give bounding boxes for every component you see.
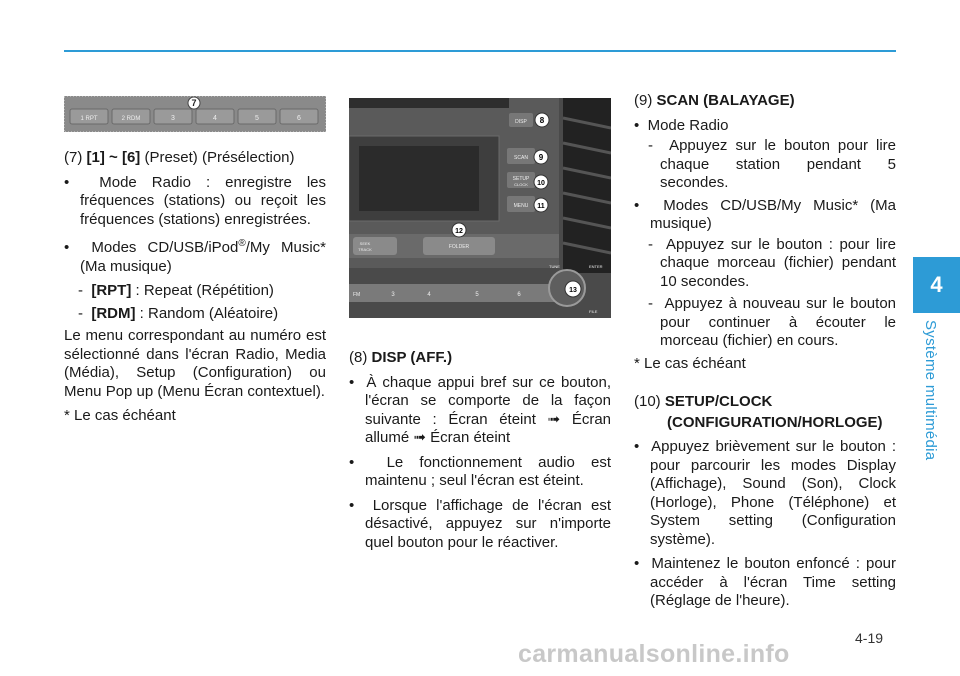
vent-grille <box>563 98 611 273</box>
section-8-number: (8) <box>349 349 368 366</box>
reactivate-text: Lorsque l'affichage de l'écran est désactivé, appuyez sur n'importe quel bouton pour le réactiver. <box>365 496 612 551</box>
head-unit-figure <box>349 98 611 318</box>
disp-cycle-text-b: Écran allumé <box>365 410 612 446</box>
setup-button-label: SETUP <box>512 176 530 182</box>
section-9-number: (9) <box>634 92 653 109</box>
column-preset <box>64 149 326 432</box>
section-7-desc: (Preset) (Présélection) <box>144 149 295 166</box>
header-rule <box>64 50 896 52</box>
sub-rdm: - [RDM] : Random (Aléatoire) <box>78 304 279 322</box>
column-disp <box>349 349 611 558</box>
rdm-text: : Random (Aléatoire) <box>135 304 279 322</box>
sub-scan-radio: - Appuyez sur le bouton pour lire chaque station pendant 5 secondes. <box>648 137 896 191</box>
arrow-icon: ➟ <box>413 429 426 446</box>
head-preset-4: 4 <box>427 292 431 298</box>
fm-label: FM <box>353 292 361 298</box>
scan-media-sub1-text: Appuyez sur le bouton : pour lire chaque morceau (fichier) pendant 10 secondes. <box>660 235 896 290</box>
setup-long-text: Maintenez le bouton enfoncé : pour accéder à l'écran Time setting (Réglage de l'heure). <box>650 555 896 609</box>
head-preset-5: 5 <box>475 292 479 298</box>
section-9-key: SCAN (BALAYAGE) <box>656 92 795 109</box>
rpt-key: [RPT] <box>91 282 132 299</box>
section-10-key: SETUP/CLOCK <box>664 393 773 410</box>
arrow-icon: ➟ <box>547 410 561 428</box>
sub-rpt: - [RPT] : Repeat (Répétition) <box>78 282 274 299</box>
bullet-disp-cycle: • À chaque appui bref sur ce bouton, l'écran se comporte de la façon suivante : Écran éteint ➟ Écran allumé ➟ Écran éteint <box>349 373 612 446</box>
rdm-key: [RDM] <box>91 304 136 322</box>
setup-short-text: Appuyez brièvement sur le bouton : pour parcourir les modes Display (Affichage), Sound (Son), Clock (Horloge), Phone (Téléphone) et System setting (Configuration système). <box>650 438 896 548</box>
section-8-heading <box>349 349 611 368</box>
disp-cycle-text-c: Écran éteint <box>430 429 511 446</box>
bullet-media-modes: • Modes CD/USB/iPod®/My Music* (Ma musique) <box>64 238 326 275</box>
media-modes-text-b: /My Music* (Ma musique) <box>80 239 326 275</box>
callout-13: 13 <box>569 287 577 294</box>
section-10-number: (10) <box>634 393 661 410</box>
bullet-radio-text: Mode Radio : enregistre les fréquences (stations) ou reçoit les fréquences (stations) enregistrées. <box>80 173 326 228</box>
scan-radio-text: Mode Radio <box>647 116 729 134</box>
folder-label: FOLDER <box>448 244 470 250</box>
file-label: FILE <box>589 309 598 314</box>
registered-mark: ® <box>238 238 246 249</box>
section-10-heading <box>634 393 896 412</box>
section-7-key: [1] ~ [6] <box>86 149 141 166</box>
scan-radio-sub-text: Appuyez sur le bouton pour lire chaque station pendant 5 secondes. <box>660 137 896 191</box>
tune-label: TUNE <box>549 264 560 269</box>
page-number: 4-19 <box>855 630 884 646</box>
preset-5-label: 5 <box>255 115 259 122</box>
menu-button-label: MENU <box>513 203 529 209</box>
head-preset-6: 6 <box>517 292 521 298</box>
media-modes-text-a: Modes CD/USB/iPod <box>91 239 239 256</box>
clock-button-label: CLOCK <box>514 182 528 187</box>
bullet-audio-maintained: • Le fonctionnement audio est maintenu ; seul l'écran est éteint. <box>349 453 611 489</box>
section-9-note: * Le cas échéant <box>634 354 746 372</box>
track-label: TRACK <box>358 247 372 252</box>
chapter-title: Système multimédia <box>922 320 939 461</box>
preset-6-label: 6 <box>297 115 301 122</box>
section-7-paragraph: Le menu correspondant au numéro est sélectionné dans l'écran Radio, Media (Média), Setup (Configuration) ou Menu Pop up (Menu Écran contextuel). <box>64 327 326 400</box>
section-10-subheading <box>634 414 896 433</box>
disp-button-label: DISP <box>515 119 527 125</box>
callout-10: 10 <box>537 180 545 187</box>
section-8-key: DISP (AFF.) <box>371 349 453 366</box>
section-7-heading <box>64 149 326 168</box>
scan-media-text: Modes CD/USB/My Music* (Ma musique) <box>650 196 897 232</box>
seek-label: SEEK <box>359 241 371 246</box>
callout-9: 9 <box>538 153 544 162</box>
section-7-number: (7) <box>64 149 83 166</box>
callout-12: 12 <box>455 228 463 235</box>
preset-2-label: 2 RDM <box>121 116 141 122</box>
bullet-scan-radio: • Mode Radio <box>634 116 729 134</box>
section-9-heading <box>634 92 896 111</box>
enter-label: ENTER <box>589 264 603 269</box>
bullet-setup-short: • Appuyez brièvement sur le bouton : pour parcourir les modes Display (Affichage), Sound (Son), Clock (Horloge), Phone (Téléphone) et System setting (Configuration système). <box>634 438 896 548</box>
sub-scan-media-1: - Appuyez sur le bouton : pour lire chaque morceau (fichier) pendant 10 secondes. <box>648 235 896 290</box>
preset-3-label: 3 <box>171 115 175 122</box>
audio-maintained-text: Le fonctionnement audio est maintenu ; seul l'écran est éteint. <box>365 453 611 489</box>
callout-8: 8 <box>539 116 545 125</box>
bullet-setup-long: • Maintenez le bouton enfoncé : pour accéder à l'écran Time setting (Réglage de l'heure). <box>634 555 896 609</box>
preset-4-label: 4 <box>213 115 217 122</box>
chapter-number: 4 <box>930 272 943 297</box>
bullet-scan-media: • Modes CD/USB/My Music* (Ma musique) <box>634 196 897 232</box>
section-7-note: * Le cas échéant <box>64 407 176 424</box>
column-scan-setup <box>634 92 896 617</box>
rpt-text: : Repeat (Répétition) <box>131 282 274 299</box>
disp-cycle-text-a: À chaque appui bref sur ce bouton, l'écran se comporte de la façon suivante : Écran éteint <box>365 373 612 428</box>
scan-button-label: SCAN <box>514 155 528 161</box>
head-preset-3: 3 <box>391 292 395 298</box>
watermark: carmanualsonline.info <box>518 640 790 668</box>
bullet-reactivate: • Lorsque l'affichage de l'écran est désactivé, appuyez sur n'importe quel bouton pour le réactiver. <box>349 496 612 551</box>
callout-11: 11 <box>537 203 545 210</box>
bullet-radio-mode: • Mode Radio : enregistre les fréquences (stations) ou reçoit les fréquences (stations) enregistrées. <box>64 173 326 228</box>
callout-7: 7 <box>191 98 197 108</box>
preset-buttons-figure <box>64 96 326 132</box>
display-screen <box>359 146 479 211</box>
sub-scan-media-2: - Appuyez à nouveau sur le bouton pour continuer à écouter le morceau (fichier) en cours. <box>648 295 896 349</box>
chapter-tab <box>913 257 960 313</box>
scan-media-sub2-text: Appuyez à nouveau sur le bouton pour continuer à écouter le morceau (fichier) en cours. <box>660 295 896 349</box>
preset-1-label: 1 RPT <box>80 116 98 122</box>
section-10-key-fr: (CONFIGURATION/HORLOGE) <box>667 413 883 431</box>
